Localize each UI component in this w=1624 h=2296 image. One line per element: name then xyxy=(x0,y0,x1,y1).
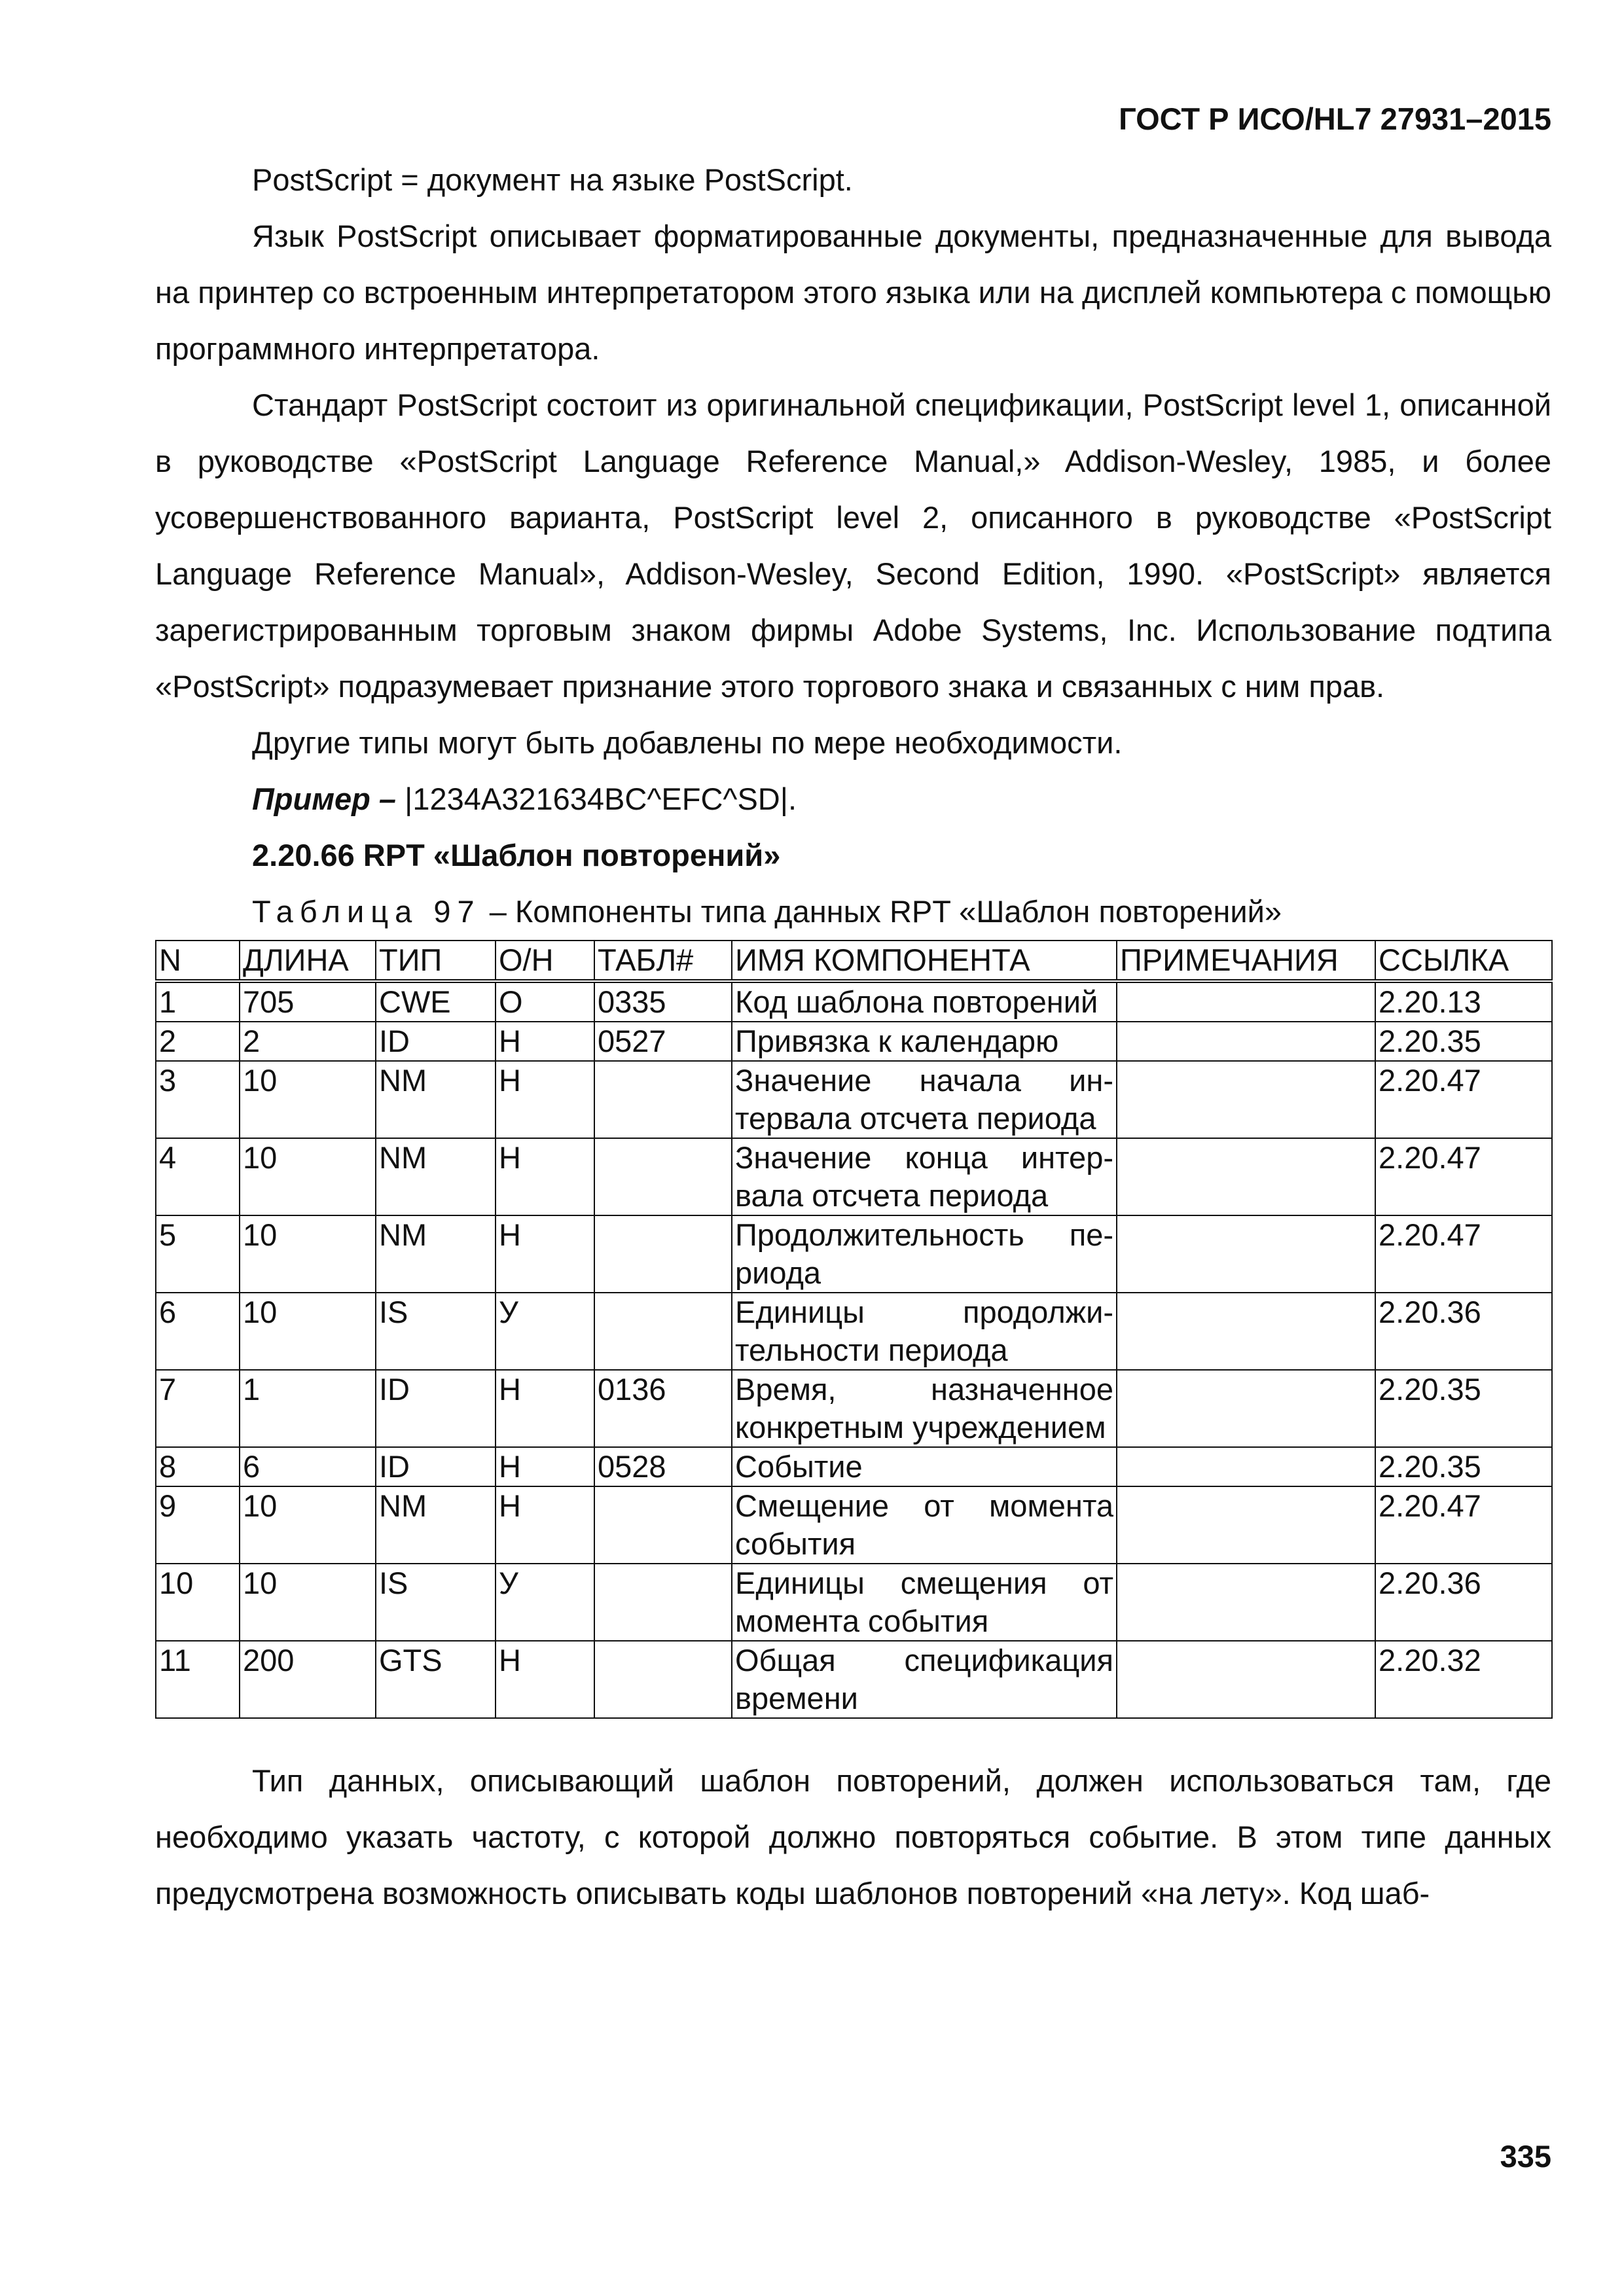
paragraph-postscript-standard: Стандарт PostScript состоит из оригинальной спецификации, PostScript level 1, описанной в руководстве «PostScript Language Reference Manual,» Addison-Wesley, 1985, и более усовершенствованного варианта, PostScript level 2, описанного в руководстве «PostScript Language Reference Manual», Addison-Wesley, Second Edition, 1990. «PostScript» является зарегистрированным торговым знаком фирмы Adobe Systems, Inc. Использование подтипа «PostScript» подразумевает признание этого торгового знака и связанных с ним прав. xyxy=(155,387,1551,704)
header-table-number: ТАБЛ# xyxy=(594,941,732,981)
cell-component-name: Единицы продолжительности периода xyxy=(732,1293,1117,1370)
cell-optionality: О xyxy=(496,981,594,1022)
cell-optionality: Н xyxy=(496,1447,594,1486)
cell-reference: 2.20.32 xyxy=(1375,1641,1552,1718)
cell-component-name: Общая спецификация времени xyxy=(732,1641,1117,1718)
cell-reference: 2.20.47 xyxy=(1375,1138,1552,1215)
header-reference: ССЫЛКА xyxy=(1375,941,1552,981)
cell-type: GTS xyxy=(376,1641,496,1718)
components-table xyxy=(155,940,1553,1719)
example-line xyxy=(155,771,1551,827)
cell-length: 10 xyxy=(240,1138,376,1215)
cell-notes xyxy=(1117,1293,1375,1370)
cell-component-name: Событие xyxy=(732,1447,1117,1486)
cell-length: 1 xyxy=(240,1370,376,1447)
cell-type: ID xyxy=(376,1447,496,1486)
cell-table-number xyxy=(594,1215,732,1293)
paragraph-repeat-pattern: Тип данных, описывающий шаблон повторений, должен использоваться там, где необходимо указать частоту, с которой должно повторяться событие. В этом типе данных предусмотрена возможность описывать коды шаблонов повторений «на лету». Код шаб- xyxy=(155,1763,1551,1910)
cell-optionality: Н xyxy=(496,1138,594,1215)
cell-length: 705 xyxy=(240,981,376,1022)
cell-table-number xyxy=(594,1564,732,1641)
cell-notes xyxy=(1117,1564,1375,1641)
header-optionality: О/Н xyxy=(496,941,594,981)
cell-length: 6 xyxy=(240,1447,376,1486)
cell-notes xyxy=(1117,981,1375,1022)
cell-type: NM xyxy=(376,1138,496,1215)
cell-type: IS xyxy=(376,1293,496,1370)
cell-table-number: 0528 xyxy=(594,1447,732,1486)
cell-component-name: Значение начала интервала отсчета периода xyxy=(732,1061,1117,1138)
cell-n: 2 xyxy=(156,1022,240,1061)
cell-notes xyxy=(1117,1215,1375,1293)
cell-reference: 2.20.47 xyxy=(1375,1061,1552,1138)
cell-component-name: Привязка к календарю xyxy=(732,1022,1117,1061)
cell-type: NM xyxy=(376,1215,496,1293)
cell-type: IS xyxy=(376,1564,496,1641)
header-component-name: ИМЯ КОМПОНЕНТА xyxy=(732,941,1117,981)
table-row xyxy=(156,1061,1552,1138)
table-row xyxy=(156,1022,1552,1061)
cell-reference: 2.20.36 xyxy=(1375,1293,1552,1370)
cell-n: 9 xyxy=(156,1486,240,1564)
table-caption-prefix: Таблица 97 xyxy=(252,894,481,929)
table-row xyxy=(156,1138,1552,1215)
cell-table-number: 0335 xyxy=(594,981,732,1022)
example-label: Пример – xyxy=(252,781,397,816)
table-row xyxy=(156,1293,1552,1370)
table-row xyxy=(156,1486,1552,1564)
paragraph-postscript-definition: PostScript = документ на языке PostScript. xyxy=(252,162,853,197)
cell-n: 7 xyxy=(156,1370,240,1447)
cell-table-number xyxy=(594,1138,732,1215)
header-length: ДЛИНА xyxy=(240,941,376,981)
cell-table-number: 0136 xyxy=(594,1370,732,1447)
cell-notes xyxy=(1117,1061,1375,1138)
cell-length: 200 xyxy=(240,1641,376,1718)
cell-optionality: Н xyxy=(496,1061,594,1138)
cell-n: 11 xyxy=(156,1641,240,1718)
cell-type: ID xyxy=(376,1022,496,1061)
cell-reference: 2.20.36 xyxy=(1375,1564,1552,1641)
cell-component-name: Код шаблона повторений xyxy=(732,981,1117,1022)
cell-component-name: Смещение от момента события xyxy=(732,1486,1117,1564)
cell-optionality: У xyxy=(496,1293,594,1370)
cell-table-number xyxy=(594,1486,732,1564)
table-caption xyxy=(155,884,1551,940)
table-row xyxy=(156,1564,1552,1641)
table-row xyxy=(156,1447,1552,1486)
cell-optionality: Н xyxy=(496,1641,594,1718)
cell-reference: 2.20.35 xyxy=(1375,1370,1552,1447)
cell-n: 6 xyxy=(156,1293,240,1370)
table-row xyxy=(156,1641,1552,1718)
table-body xyxy=(156,981,1552,1718)
cell-component-name: Единицы смещения от момента события xyxy=(732,1564,1117,1641)
table-header-row xyxy=(156,941,1552,981)
cell-type: NM xyxy=(376,1486,496,1564)
cell-optionality: Н xyxy=(496,1215,594,1293)
cell-optionality: У xyxy=(496,1564,594,1641)
cell-notes xyxy=(1117,1370,1375,1447)
cell-length: 10 xyxy=(240,1215,376,1293)
cell-table-number: 0527 xyxy=(594,1022,732,1061)
header-n: N xyxy=(156,941,240,981)
cell-n: 3 xyxy=(156,1061,240,1138)
cell-optionality: Н xyxy=(496,1486,594,1564)
table-caption-dash: – xyxy=(489,894,507,929)
cell-n: 1 xyxy=(156,981,240,1022)
table-row xyxy=(156,1370,1552,1447)
cell-optionality: Н xyxy=(496,1022,594,1061)
cell-table-number xyxy=(594,1293,732,1370)
example-value: |1234A321634BC^EFC^SD|. xyxy=(405,781,797,816)
cell-reference: 2.20.35 xyxy=(1375,1447,1552,1486)
cell-notes xyxy=(1117,1138,1375,1215)
cell-n: 10 xyxy=(156,1564,240,1641)
cell-type: NM xyxy=(376,1061,496,1138)
cell-type: CWE xyxy=(376,981,496,1022)
cell-n: 8 xyxy=(156,1447,240,1486)
cell-notes xyxy=(1117,1447,1375,1486)
header-type: ТИП xyxy=(376,941,496,981)
table-caption-title: Компоненты типа данных RPT «Шаблон повторений» xyxy=(514,894,1282,929)
cell-type: ID xyxy=(376,1370,496,1447)
paragraph-other-types: Другие типы могут быть добавлены по мере необходимости. xyxy=(252,725,1123,760)
cell-component-name: Время, назначенное конкретным учреждением xyxy=(732,1370,1117,1447)
header-notes: ПРИМЕЧАНИЯ xyxy=(1117,941,1375,981)
cell-notes xyxy=(1117,1486,1375,1564)
cell-component-name: Значение конца интервала отсчета периода xyxy=(732,1138,1117,1215)
page-number: 335 xyxy=(1500,2139,1551,2174)
paragraph-postscript-language: Язык PostScript описывает форматированные документы, предназначенные для вывода на принтер со встроенным интерпретатором этого языка или на дисплей компьютера с помощью программного интерпретатора. xyxy=(155,219,1551,366)
section-heading: 2.20.66 RPT «Шаблон повторений» xyxy=(252,838,781,872)
cell-reference: 2.20.47 xyxy=(1375,1486,1552,1564)
cell-length: 10 xyxy=(240,1293,376,1370)
cell-table-number xyxy=(594,1641,732,1718)
cell-notes xyxy=(1117,1022,1375,1061)
cell-notes xyxy=(1117,1641,1375,1718)
cell-length: 2 xyxy=(240,1022,376,1061)
cell-n: 4 xyxy=(156,1138,240,1215)
cell-reference: 2.20.13 xyxy=(1375,981,1552,1022)
cell-reference: 2.20.35 xyxy=(1375,1022,1552,1061)
cell-optionality: Н xyxy=(496,1370,594,1447)
cell-table-number xyxy=(594,1061,732,1138)
document-header: ГОСТ Р ИСО/HL7 27931–2015 xyxy=(1119,101,1551,136)
table-row xyxy=(156,981,1552,1022)
cell-n: 5 xyxy=(156,1215,240,1293)
table-row xyxy=(156,1215,1552,1293)
cell-length: 10 xyxy=(240,1061,376,1138)
cell-component-name: Продолжительность периода xyxy=(732,1215,1117,1293)
document-body xyxy=(155,152,1551,1922)
cell-reference: 2.20.47 xyxy=(1375,1215,1552,1293)
cell-length: 10 xyxy=(240,1486,376,1564)
cell-length: 10 xyxy=(240,1564,376,1641)
